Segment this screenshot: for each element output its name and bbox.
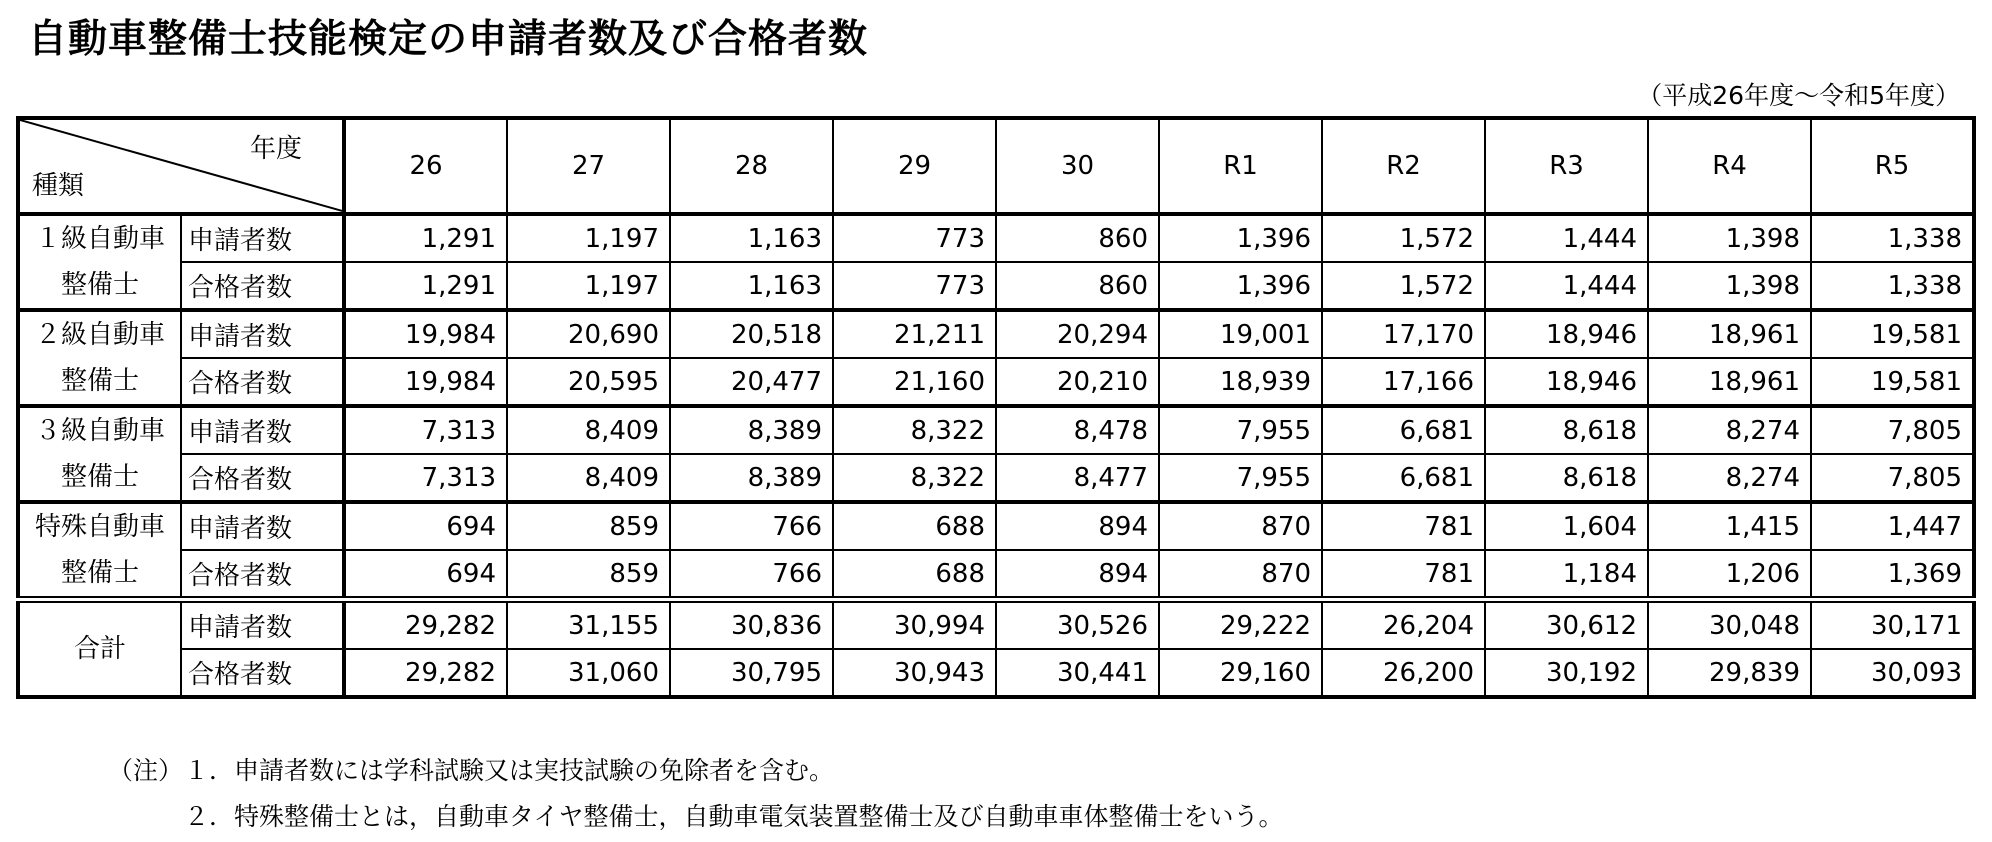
value-cell: 30,192 bbox=[1485, 649, 1648, 697]
value-cell: 8,618 bbox=[1485, 454, 1648, 502]
kind-cell: １級自動車 整備士 bbox=[18, 214, 181, 310]
value-cell: 870 bbox=[1159, 502, 1322, 550]
value-cell: 1,163 bbox=[670, 214, 833, 262]
value-cell: 7,805 bbox=[1811, 406, 1974, 454]
value-cell: 694 bbox=[344, 550, 507, 600]
value-cell: 26,200 bbox=[1322, 649, 1485, 697]
value-cell: 8,478 bbox=[996, 406, 1159, 454]
value-cell: 1,444 bbox=[1485, 262, 1648, 310]
value-cell: 29,160 bbox=[1159, 649, 1322, 697]
value-cell: 7,955 bbox=[1159, 454, 1322, 502]
kind-cell: 合計 bbox=[18, 600, 181, 698]
value-cell: 694 bbox=[344, 502, 507, 550]
kind-cell: ２級自動車 整備士 bbox=[18, 310, 181, 406]
value-cell: 18,939 bbox=[1159, 358, 1322, 406]
notes-label: （注） bbox=[108, 756, 184, 785]
value-cell: 19,984 bbox=[344, 358, 507, 406]
value-cell: 30,048 bbox=[1648, 600, 1811, 650]
year-header: R4 bbox=[1648, 118, 1811, 214]
value-cell: 1,184 bbox=[1485, 550, 1648, 600]
value-cell: 1,206 bbox=[1648, 550, 1811, 600]
value-cell: 19,581 bbox=[1811, 358, 1974, 406]
value-cell: 870 bbox=[1159, 550, 1322, 600]
value-cell: 688 bbox=[833, 550, 996, 600]
value-cell: 766 bbox=[670, 550, 833, 600]
value-cell: 860 bbox=[996, 214, 1159, 262]
row-type-cell: 合格者数 bbox=[181, 550, 344, 600]
value-cell: 30,836 bbox=[670, 600, 833, 650]
value-cell: 1,338 bbox=[1811, 262, 1974, 310]
value-cell: 20,518 bbox=[670, 310, 833, 358]
value-cell: 18,961 bbox=[1648, 310, 1811, 358]
value-cell: 18,946 bbox=[1485, 358, 1648, 406]
year-header: R2 bbox=[1322, 118, 1485, 214]
value-cell: 8,409 bbox=[507, 406, 670, 454]
note-item: １．申請者数には学科試験又は実技試験の免除者を含む。 bbox=[184, 756, 835, 785]
value-cell: 19,581 bbox=[1811, 310, 1974, 358]
value-cell: 1,197 bbox=[507, 214, 670, 262]
year-header: R1 bbox=[1159, 118, 1322, 214]
data-table bbox=[16, 116, 1976, 699]
value-cell: 21,160 bbox=[833, 358, 996, 406]
value-cell: 1,572 bbox=[1322, 262, 1485, 310]
value-cell: 1,444 bbox=[1485, 214, 1648, 262]
value-cell: 1,163 bbox=[670, 262, 833, 310]
value-cell: 30,526 bbox=[996, 600, 1159, 650]
year-header: 28 bbox=[670, 118, 833, 214]
value-cell: 31,155 bbox=[507, 600, 670, 650]
value-cell: 859 bbox=[507, 550, 670, 600]
row-type-cell: 合格者数 bbox=[181, 454, 344, 502]
row-type-cell: 合格者数 bbox=[181, 262, 344, 310]
value-cell: 19,984 bbox=[344, 310, 507, 358]
value-cell: 1,369 bbox=[1811, 550, 1974, 600]
value-cell: 6,681 bbox=[1322, 406, 1485, 454]
value-cell: 29,282 bbox=[344, 649, 507, 697]
table-row bbox=[18, 406, 1974, 454]
value-cell: 860 bbox=[996, 262, 1159, 310]
value-cell: 29,839 bbox=[1648, 649, 1811, 697]
value-cell: 766 bbox=[670, 502, 833, 550]
year-header: R3 bbox=[1485, 118, 1648, 214]
value-cell: 26,204 bbox=[1322, 600, 1485, 650]
value-cell: 1,398 bbox=[1648, 262, 1811, 310]
header-row bbox=[18, 118, 1974, 214]
value-cell: 8,477 bbox=[996, 454, 1159, 502]
value-cell: 781 bbox=[1322, 502, 1485, 550]
value-cell: 894 bbox=[996, 550, 1159, 600]
value-cell: 7,955 bbox=[1159, 406, 1322, 454]
table-row bbox=[18, 358, 1974, 406]
period-label: （平成26年度～令和5年度） bbox=[1637, 81, 1960, 110]
value-cell: 1,396 bbox=[1159, 262, 1322, 310]
value-cell: 8,409 bbox=[507, 454, 670, 502]
value-cell: 781 bbox=[1322, 550, 1485, 600]
value-cell: 8,322 bbox=[833, 406, 996, 454]
value-cell: 688 bbox=[833, 502, 996, 550]
value-cell: 20,477 bbox=[670, 358, 833, 406]
kind-cell: ３級自動車 整備士 bbox=[18, 406, 181, 502]
value-cell: 30,612 bbox=[1485, 600, 1648, 650]
value-cell: 8,618 bbox=[1485, 406, 1648, 454]
value-cell: 1,604 bbox=[1485, 502, 1648, 550]
value-cell: 29,222 bbox=[1159, 600, 1322, 650]
value-cell: 1,396 bbox=[1159, 214, 1322, 262]
year-header: 27 bbox=[507, 118, 670, 214]
value-cell: 8,389 bbox=[670, 454, 833, 502]
note-item: ２．特殊整備士とは，自動車タイヤ整備士，自動車電気装置整備士及び自動車車体整備士をいう。 bbox=[184, 802, 1284, 831]
value-cell: 894 bbox=[996, 502, 1159, 550]
row-type-cell: 申請者数 bbox=[181, 214, 344, 262]
row-type-cell: 合格者数 bbox=[181, 649, 344, 697]
value-cell: 30,795 bbox=[670, 649, 833, 697]
table-row bbox=[18, 600, 1974, 650]
value-cell: 29,282 bbox=[344, 600, 507, 650]
year-header: 30 bbox=[996, 118, 1159, 214]
value-cell: 1,291 bbox=[344, 214, 507, 262]
notes bbox=[108, 748, 1284, 840]
row-type-cell: 申請者数 bbox=[181, 406, 344, 454]
value-cell: 773 bbox=[833, 214, 996, 262]
value-cell: 30,171 bbox=[1811, 600, 1974, 650]
kind-cell: 特殊自動車 整備士 bbox=[18, 502, 181, 600]
value-cell: 20,690 bbox=[507, 310, 670, 358]
value-cell: 17,166 bbox=[1322, 358, 1485, 406]
value-cell: 1,447 bbox=[1811, 502, 1974, 550]
value-cell: 8,322 bbox=[833, 454, 996, 502]
table-row bbox=[18, 262, 1974, 310]
table-row bbox=[18, 502, 1974, 550]
value-cell: 1,338 bbox=[1811, 214, 1974, 262]
value-cell: 6,681 bbox=[1322, 454, 1485, 502]
value-cell: 859 bbox=[507, 502, 670, 550]
value-cell: 1,415 bbox=[1648, 502, 1811, 550]
value-cell: 8,274 bbox=[1648, 454, 1811, 502]
value-cell: 18,961 bbox=[1648, 358, 1811, 406]
year-header: 26 bbox=[344, 118, 507, 214]
kind-label: 種類 bbox=[32, 171, 85, 201]
value-cell: 1,398 bbox=[1648, 214, 1811, 262]
year-header: R5 bbox=[1811, 118, 1974, 214]
table-row bbox=[18, 310, 1974, 358]
value-cell: 30,943 bbox=[833, 649, 996, 697]
page-title: 自動車整備士技能検定の申請者数及び合格者数 bbox=[28, 17, 869, 62]
table-row bbox=[18, 214, 1974, 262]
value-cell: 8,389 bbox=[670, 406, 833, 454]
table-row bbox=[18, 649, 1974, 697]
value-cell: 8,274 bbox=[1648, 406, 1811, 454]
value-cell: 30,994 bbox=[833, 600, 996, 650]
value-cell: 1,291 bbox=[344, 262, 507, 310]
value-cell: 1,572 bbox=[1322, 214, 1485, 262]
value-cell: 21,211 bbox=[833, 310, 996, 358]
value-cell: 18,946 bbox=[1485, 310, 1648, 358]
row-type-cell: 申請者数 bbox=[181, 310, 344, 358]
value-cell: 19,001 bbox=[1159, 310, 1322, 358]
year-header: 29 bbox=[833, 118, 996, 214]
row-type-cell: 申請者数 bbox=[181, 600, 344, 650]
value-cell: 20,210 bbox=[996, 358, 1159, 406]
value-cell: 30,093 bbox=[1811, 649, 1974, 697]
table-row bbox=[18, 454, 1974, 502]
value-cell: 31,060 bbox=[507, 649, 670, 697]
row-type-cell: 合格者数 bbox=[181, 358, 344, 406]
year-label: 年度 bbox=[249, 134, 302, 164]
value-cell: 17,170 bbox=[1322, 310, 1485, 358]
value-cell: 7,805 bbox=[1811, 454, 1974, 502]
value-cell: 1,197 bbox=[507, 262, 670, 310]
value-cell: 7,313 bbox=[344, 454, 507, 502]
table-row bbox=[18, 550, 1974, 600]
value-cell: 7,313 bbox=[344, 406, 507, 454]
value-cell: 20,595 bbox=[507, 358, 670, 406]
value-cell: 30,441 bbox=[996, 649, 1159, 697]
value-cell: 773 bbox=[833, 262, 996, 310]
value-cell: 20,294 bbox=[996, 310, 1159, 358]
corner-header-cell bbox=[18, 118, 344, 214]
row-type-cell: 申請者数 bbox=[181, 502, 344, 550]
